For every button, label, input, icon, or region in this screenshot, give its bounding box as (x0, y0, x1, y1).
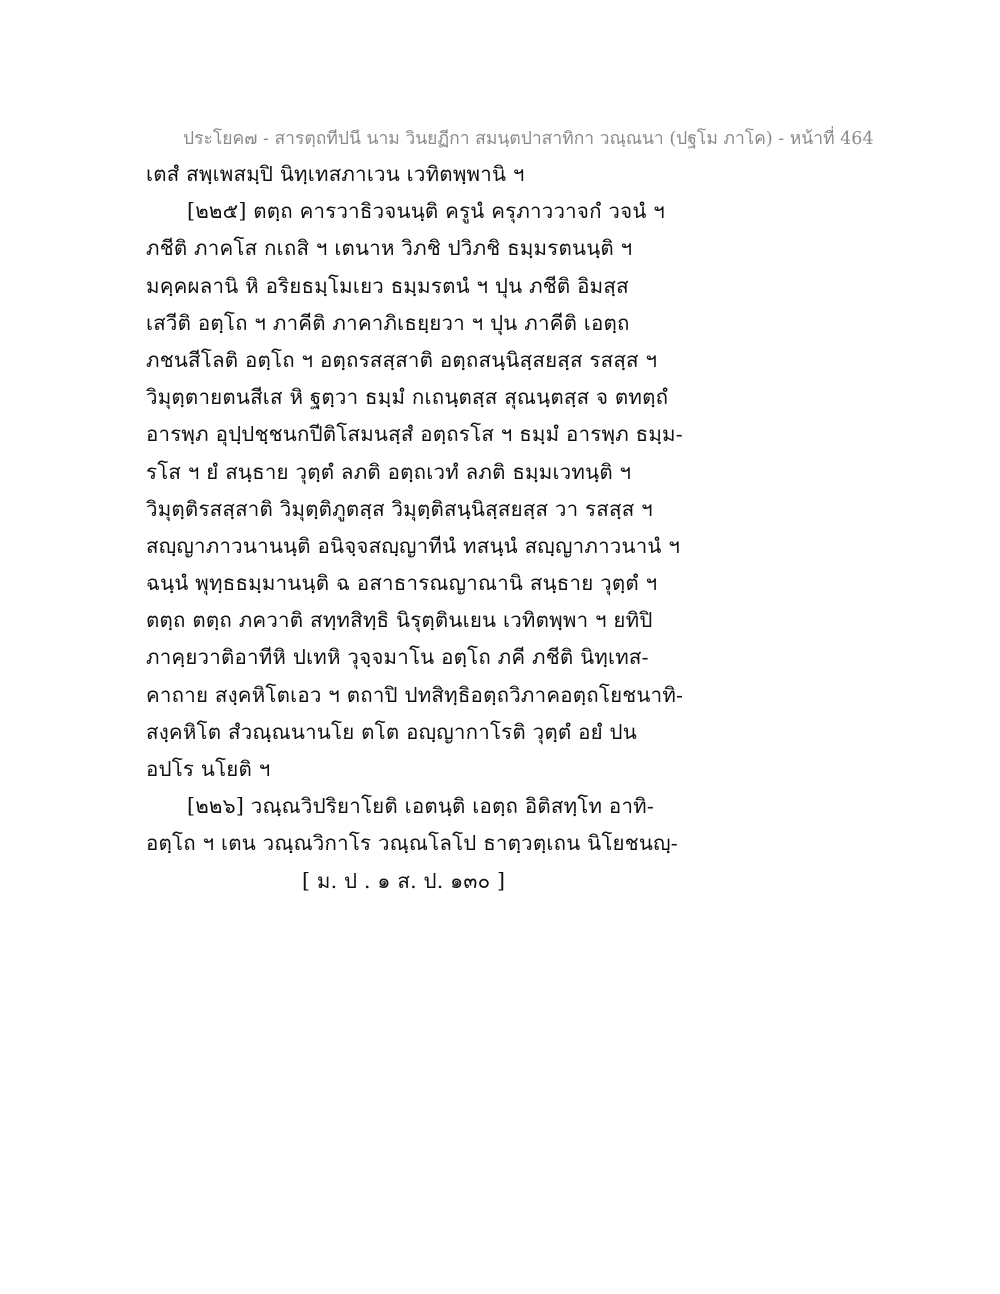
text-line: สญฺญาภาวนานนฺติ อนิจฺจสญฺญาทีนํ ทสนฺนํ สญฺญาภาวนานํ ฯ (146, 533, 681, 558)
text-line: ตตฺถ ตตฺถ ภควาติ สทฺทสิทฺธิ นิรุตฺตินเยน เวทิตพฺพา ฯ ยทิปิ (146, 608, 653, 633)
text-line: วิมุตฺติรสสฺสาติ วิมุตฺติภูตสฺส วิมุตฺติสนฺนิสฺสยสฺส วา รสสฺส ฯ (146, 496, 653, 521)
text-line: ฉนฺนํ พุทฺธธมฺมานนฺติ ฉ อสาธารณญาณานิ สนฺธาย วุตฺตํ ฯ (146, 571, 658, 596)
text-line: คาถาย สงฺคหิโตเอว ฯ ตถาปิ ปทสิทฺธิอตฺถวิภาคอตฺถโยชนาทิ- (146, 682, 684, 707)
paragraph-225-start: [๒๒๕] ตตฺถ คารวาธิวจนนฺติ ครูนํ ครุภาววาจกํ วจนํ ฯ (187, 199, 665, 224)
text-line: ภชีติ ภาคโส กเถสิ ฯ เตนาห วิภชิ ปวิภชิ ธมฺมรตนนฺติ ฯ (146, 236, 633, 261)
text-line: เตสํ สพฺเพสมฺปิ นิทฺเทสภาเวน เวทิตพฺพานิ ฯ (146, 162, 525, 186)
text-line: อตฺโถ ฯ เตน วณฺณวิกาโร วณฺณโลโป ธาตฺวตฺเถน นิโยชนญฺ- (146, 831, 678, 856)
paragraph-226-start: [๒๒๖] วณฺณวิปริยาโยติ เอตนฺติ เอตฺถ อิติสทฺโท อาทิ- (187, 794, 654, 819)
text-line: รโส ฯ ยํ สนฺธาย วุตฺตํ ลภติ อตฺถเวทํ ลภติ ธมฺมเวทนฺติ ฯ (146, 459, 632, 484)
document-body (146, 156, 866, 900)
page-header: ประโยค๗ - สารตฺถทีปนี นาม วินยฏีกา สมนฺตปาสาทิกา วณฺณนา (ปฐโม ภาโค) - หน้าที่ 464 (183, 129, 874, 149)
text-line: ภชนสีโลติ อตฺโถ ฯ อตฺถรสสฺสาติ อตฺถสนฺนิสฺสยสฺส รสสฺส ฯ (146, 347, 658, 372)
text-line: มคฺคผลานิ หิ อริยธมฺโมเยว ธมฺมรตนํ ฯ ปุน ภชีติ อิมสฺส (146, 273, 629, 298)
text-line: สงฺคหิโต สํวณฺณนานโย ตโต อญฺญากาโรติ วุตฺตํ อยํ ปน (146, 719, 637, 744)
page-reference: [ ม. ป . ๑ ส. ป. ๑๓๐ ] (302, 868, 506, 893)
text-line: อารพฺภ อุปฺปชฺชนกปีติโสมนสฺสํ อตฺถรโส ฯ ธมฺมํ อารพฺภ ธมฺม- (146, 422, 683, 447)
text-line: อปโร นโยติ ฯ (146, 757, 271, 781)
text-line: ภาคฺยวาติอาทีหิ ปเทหิ วุจฺจมาโน อตฺโถ ภคี ภชีติ นิทฺเทส- (146, 645, 649, 670)
text-line: เสวีติ อตฺโถ ฯ ภาคีติ ภาคาภิเธยฺยวา ฯ ปุน ภาคีติ เอตฺถ (146, 310, 630, 335)
text-line: วิมุตฺตายตนสีเส หิ ฐตฺวา ธมฺมํ กเถนฺตสฺส สุณนฺตสฺส จ ตทตฺถํ (146, 385, 669, 410)
